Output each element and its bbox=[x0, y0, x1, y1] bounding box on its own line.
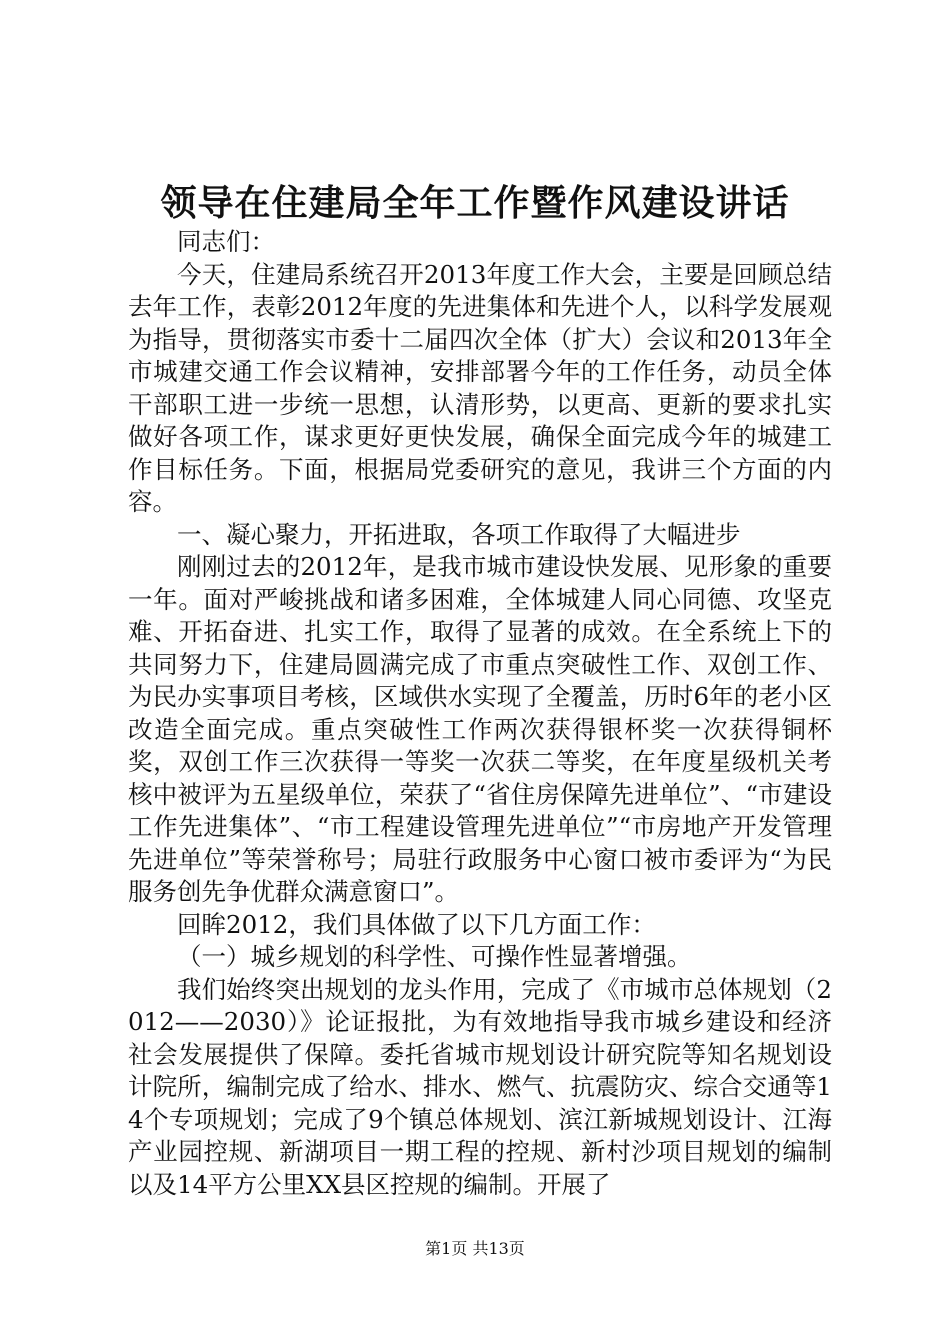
document-title: 领导在住建局全年工作暨作风建设讲话 bbox=[160, 182, 790, 224]
document-body bbox=[128, 226, 832, 1201]
intro-paragraph: 今天，住建局系统召开2013年度工作大会，主要是回顾总结去年工作，表彰2012年度的先进集体和先进个人，以科学发展观为指导，贯彻落实市委十二届四次全体（扩大）会议和2013年全市城建交通工作会议精神，安排部署今年的工作任务，动员全体干部职工进一步统一思想，认清形势，以更高、更新的要求扎实做好各项工作，谋求更好更快发展，确保全面完成今年的城建工作目标任务。下面，根据局党委研究的意见，我讲三个方面的内容。 bbox=[128, 259, 832, 516]
page-footer: 第1页 共13页 bbox=[425, 1239, 525, 1258]
planning-paragraph: 我们始终突出规划的龙头作用，完成了《市城市总体规划（2012——2030）》论证报批，为有效地指导我市城乡建设和经济社会发展提供了保障。委托省城市规划设计研究院等知名规划设计院所，编制完成了给水、排水、燃气、抗震防灾、综合交通等14个专项规划；完成了9个镇总体规划、滨江新城规划设计、江海产业园控规、新湖项目一期工程的控规、新村沙项目规划的编制以及14平方公里XX县区控规的编制。开展了 bbox=[128, 974, 832, 1199]
section-heading-1: 一、凝心聚力，开拓进取，各项工作取得了大幅进步 bbox=[177, 519, 741, 549]
salutation-paragraph: 同志们： bbox=[177, 227, 275, 256]
subsection-heading-1: （一）城乡规划的科学性、可操作性显著增强。 bbox=[177, 942, 692, 971]
achievements-paragraph: 刚刚过去的2012年，是我市城市建设快发展、见形象的重要一年。面对严峻挑战和诸多困难，全体城建人同心同德、攻坚克难、开拓奋进、扎实工作，取得了显著的成效。在全系统上下的共同努力下，住建局圆满完成了市重点突破性工作、双创工作、为民办实事项目考核，区域供水实现了全覆盖，历时6年的老小区改造全面完成。重点突破性工作两次获得银杯奖一次获得铜杯奖，双创工作三次获得一等奖一次获二等奖，在年度星级机关考核中被评为五星级单位，荣获了“省住房保障先进单位”、“市建设工作先进集体”、“市工程建设管理先进单位”“市房地产开发管理先进单位”等荣誉称号；局驻行政服务中心窗口被市委评为“为民服务创先争优群众满意窗口”。 bbox=[128, 552, 832, 906]
review-paragraph: 回眸2012，我们具体做了以下几方面工作： bbox=[177, 909, 656, 939]
